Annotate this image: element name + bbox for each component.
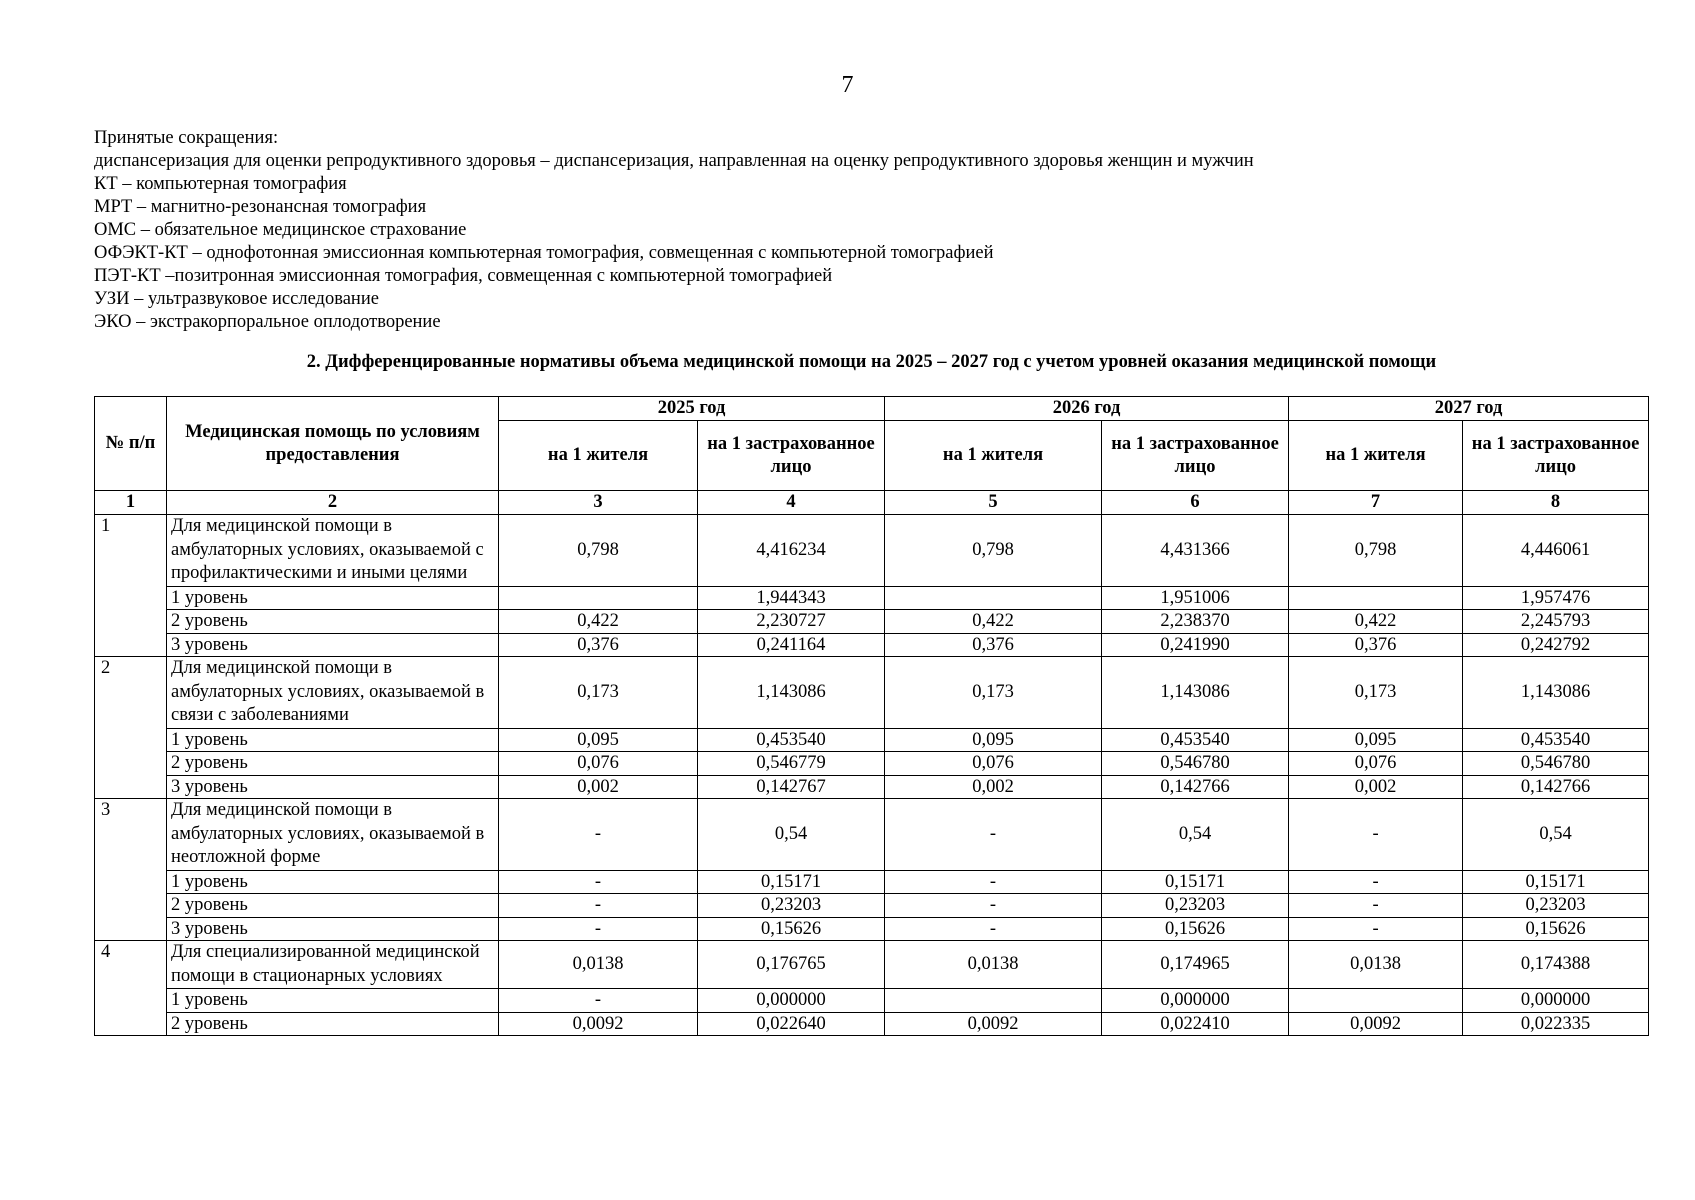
row-label: 3 уровень [167, 917, 499, 941]
table-cell: 1,143086 [698, 657, 885, 729]
row-label: Для медицинской помощи в амбулаторных условиях, оказываемой в связи с заболеваниями [167, 657, 499, 729]
table-cell: 0,0092 [499, 1012, 698, 1036]
row-label: 3 уровень [167, 633, 499, 657]
table-cell: 0,173 [499, 657, 698, 729]
row-label: 2 уровень [167, 752, 499, 776]
table-cell: 1,951006 [1102, 586, 1289, 610]
table-row [95, 515, 1649, 587]
table-cell: 0,15626 [1463, 917, 1649, 941]
column-index: 4 [698, 491, 885, 515]
table-cell [885, 586, 1102, 610]
row-label: 2 уровень [167, 894, 499, 918]
abbreviations-heading: Принятые сокращения: [94, 128, 279, 148]
table-cell: 0,002 [885, 775, 1102, 799]
column-index: 1 [95, 491, 167, 515]
row-label: Для медицинской помощи в амбулаторных условиях, оказываемой в неотложной форме [167, 799, 499, 871]
column-index: 3 [499, 491, 698, 515]
table-cell: 0,54 [1102, 799, 1289, 871]
row-number: 3 [95, 799, 167, 941]
table-cell: 0,076 [1289, 752, 1463, 776]
abbreviation-item: ЭКО – экстракорпоральное оплодотворение [94, 312, 441, 332]
table-cell: 0,23203 [1102, 894, 1289, 918]
table-cell: 1,957476 [1463, 586, 1649, 610]
table-cell: 0,453540 [1102, 728, 1289, 752]
table-cell: 0,376 [1289, 633, 1463, 657]
table-cell: 2,230727 [698, 610, 885, 634]
table-row [95, 989, 1649, 1013]
row-label: 1 уровень [167, 870, 499, 894]
table-cell: 0,798 [499, 515, 698, 587]
table-cell [885, 989, 1102, 1013]
table-cell: 0,15626 [698, 917, 885, 941]
table-cell: 0,453540 [698, 728, 885, 752]
abbreviation-item: ОМС – обязательное медицинское страхование [94, 220, 467, 240]
header-year-2026: 2026 год [885, 397, 1289, 421]
table-cell: 0,798 [885, 515, 1102, 587]
table-cell: 0,000000 [698, 989, 885, 1013]
row-label: Для медицинской помощи в амбулаторных условиях, оказываемой с профилактическими и иными целями [167, 515, 499, 587]
table-cell: - [1289, 870, 1463, 894]
table-cell: 0,174965 [1102, 941, 1289, 989]
table-cell: 0,241164 [698, 633, 885, 657]
page-number: 7 [841, 72, 854, 98]
table-cell: 0,095 [885, 728, 1102, 752]
norms-table [94, 396, 1649, 1036]
table-cell: - [1289, 799, 1463, 871]
table-cell: 2,245793 [1463, 610, 1649, 634]
table-cell: 0,076 [499, 752, 698, 776]
table-cell: - [1289, 917, 1463, 941]
header-year-2027: 2027 год [1289, 397, 1649, 421]
row-label: 1 уровень [167, 586, 499, 610]
table-cell: 0,000000 [1102, 989, 1289, 1013]
table-row [95, 917, 1649, 941]
table-cell: - [499, 917, 698, 941]
header-num: № п/п [95, 397, 167, 491]
table-cell: 0,546780 [1463, 752, 1649, 776]
table-cell: 0,095 [1289, 728, 1463, 752]
table-row [95, 799, 1649, 871]
table-cell: 0,022640 [698, 1012, 885, 1036]
table-cell: 2,238370 [1102, 610, 1289, 634]
table-cell: 0,15171 [698, 870, 885, 894]
table-cell: 0,546780 [1102, 752, 1289, 776]
table-row [95, 894, 1649, 918]
column-index: 8 [1463, 491, 1649, 515]
row-label: 1 уровень [167, 728, 499, 752]
table-cell: - [885, 917, 1102, 941]
table-cell: 0,0138 [499, 941, 698, 989]
header-per-insured: на 1 застрахованное лицо [1102, 421, 1289, 491]
table-cell: 0,176765 [698, 941, 885, 989]
row-label: 2 уровень [167, 1012, 499, 1036]
table-cell: 0,142766 [1463, 775, 1649, 799]
table-cell: 1,143086 [1102, 657, 1289, 729]
table-row [95, 775, 1649, 799]
row-number: 4 [95, 941, 167, 1036]
row-number: 2 [95, 657, 167, 799]
row-label: Для специализированной медицинской помощи в стационарных условиях [167, 941, 499, 989]
table-row [95, 728, 1649, 752]
header-per-resident: на 1 жителя [1289, 421, 1463, 491]
table-cell: 0,0138 [1289, 941, 1463, 989]
row-label: 2 уровень [167, 610, 499, 634]
table-cell: 0,173 [885, 657, 1102, 729]
abbreviation-item: КТ – компьютерная томография [94, 174, 347, 194]
table-cell: 4,431366 [1102, 515, 1289, 587]
table-row [95, 633, 1649, 657]
column-index: 5 [885, 491, 1102, 515]
table-cell: 0,000000 [1463, 989, 1649, 1013]
table-cell: - [499, 799, 698, 871]
table-cell: 0,422 [1289, 610, 1463, 634]
table-cell: 0,173 [1289, 657, 1463, 729]
header-category: Медицинская помощь по условиям предоставления [167, 397, 499, 491]
table-cell: 0,076 [885, 752, 1102, 776]
table-row [95, 610, 1649, 634]
table-row [95, 870, 1649, 894]
table-cell: - [885, 870, 1102, 894]
table-cell: 0,142766 [1102, 775, 1289, 799]
table-cell: 0,022335 [1463, 1012, 1649, 1036]
table-cell: 0,54 [698, 799, 885, 871]
table-cell: 0,0092 [885, 1012, 1102, 1036]
table-cell: 1,944343 [698, 586, 885, 610]
column-index: 2 [167, 491, 499, 515]
table-row [95, 586, 1649, 610]
table-cell: 0,15171 [1463, 870, 1649, 894]
abbreviation-item: МРТ – магнитно-резонансная томография [94, 197, 427, 217]
table-cell: 0,095 [499, 728, 698, 752]
table-row [95, 752, 1649, 776]
table-cell: 0,422 [885, 610, 1102, 634]
table-cell: 0,546779 [698, 752, 885, 776]
row-label: 3 уровень [167, 775, 499, 799]
table-cell: 0,142767 [698, 775, 885, 799]
row-number: 1 [95, 515, 167, 657]
table-cell: 0,376 [885, 633, 1102, 657]
table-cell: - [499, 989, 698, 1013]
abbreviation-item: УЗИ – ультразвуковое исследование [94, 289, 379, 309]
table-cell: 0,0092 [1289, 1012, 1463, 1036]
abbreviation-item: диспансеризация для оценки репродуктивного здоровья – диспансеризация, направленная на оценку репродуктивного здоровья женщин и мужчин [94, 151, 1254, 171]
table-cell: 0,798 [1289, 515, 1463, 587]
table-title: 2. Дифференцированные нормативы объема медицинской помощи на 2025 – 2027 год с учетом уровней оказания медицинской помощи [306, 352, 1437, 372]
header-year-2025: 2025 год [499, 397, 885, 421]
table-cell: 0,002 [499, 775, 698, 799]
table-cell: 0,23203 [698, 894, 885, 918]
table-cell: 0,241990 [1102, 633, 1289, 657]
table-cell: 0,453540 [1463, 728, 1649, 752]
table-cell: 0,54 [1463, 799, 1649, 871]
table-row [95, 941, 1649, 989]
header-per-resident: на 1 жителя [499, 421, 698, 491]
table-row [95, 1012, 1649, 1036]
table-cell: - [1289, 894, 1463, 918]
table-cell: 4,416234 [698, 515, 885, 587]
table-cell [1289, 586, 1463, 610]
table-cell: - [885, 894, 1102, 918]
table-cell: - [499, 894, 698, 918]
table-cell: - [885, 799, 1102, 871]
header-per-insured: на 1 застрахованное лицо [698, 421, 885, 491]
table-cell: 0,376 [499, 633, 698, 657]
column-index: 6 [1102, 491, 1289, 515]
table-cell [499, 586, 698, 610]
table-row [95, 657, 1649, 729]
table-cell: 0,174388 [1463, 941, 1649, 989]
table-cell: 0,15626 [1102, 917, 1289, 941]
table-cell: 0,0138 [885, 941, 1102, 989]
header-per-insured: на 1 застрахованное лицо [1463, 421, 1649, 491]
table-cell: 0,022410 [1102, 1012, 1289, 1036]
table-cell: 0,23203 [1463, 894, 1649, 918]
row-label: 1 уровень [167, 989, 499, 1013]
table-cell: 1,143086 [1463, 657, 1649, 729]
table-cell: 0,242792 [1463, 633, 1649, 657]
table-cell: 0,002 [1289, 775, 1463, 799]
abbreviation-item: ОФЭКТ-КТ – однофотонная эмиссионная компьютерная томография, совмещенная с компьютерной томографией [94, 243, 994, 263]
table-cell: 0,422 [499, 610, 698, 634]
table-cell: 0,15171 [1102, 870, 1289, 894]
column-index: 7 [1289, 491, 1463, 515]
table-cell [1289, 989, 1463, 1013]
table-cell: - [499, 870, 698, 894]
header-per-resident: на 1 жителя [885, 421, 1102, 491]
table-cell: 4,446061 [1463, 515, 1649, 587]
abbreviation-item: ПЭТ-КТ –позитронная эмиссионная томография, совмещенная с компьютерной томографией [94, 266, 833, 286]
abbreviations-block [94, 127, 1254, 334]
